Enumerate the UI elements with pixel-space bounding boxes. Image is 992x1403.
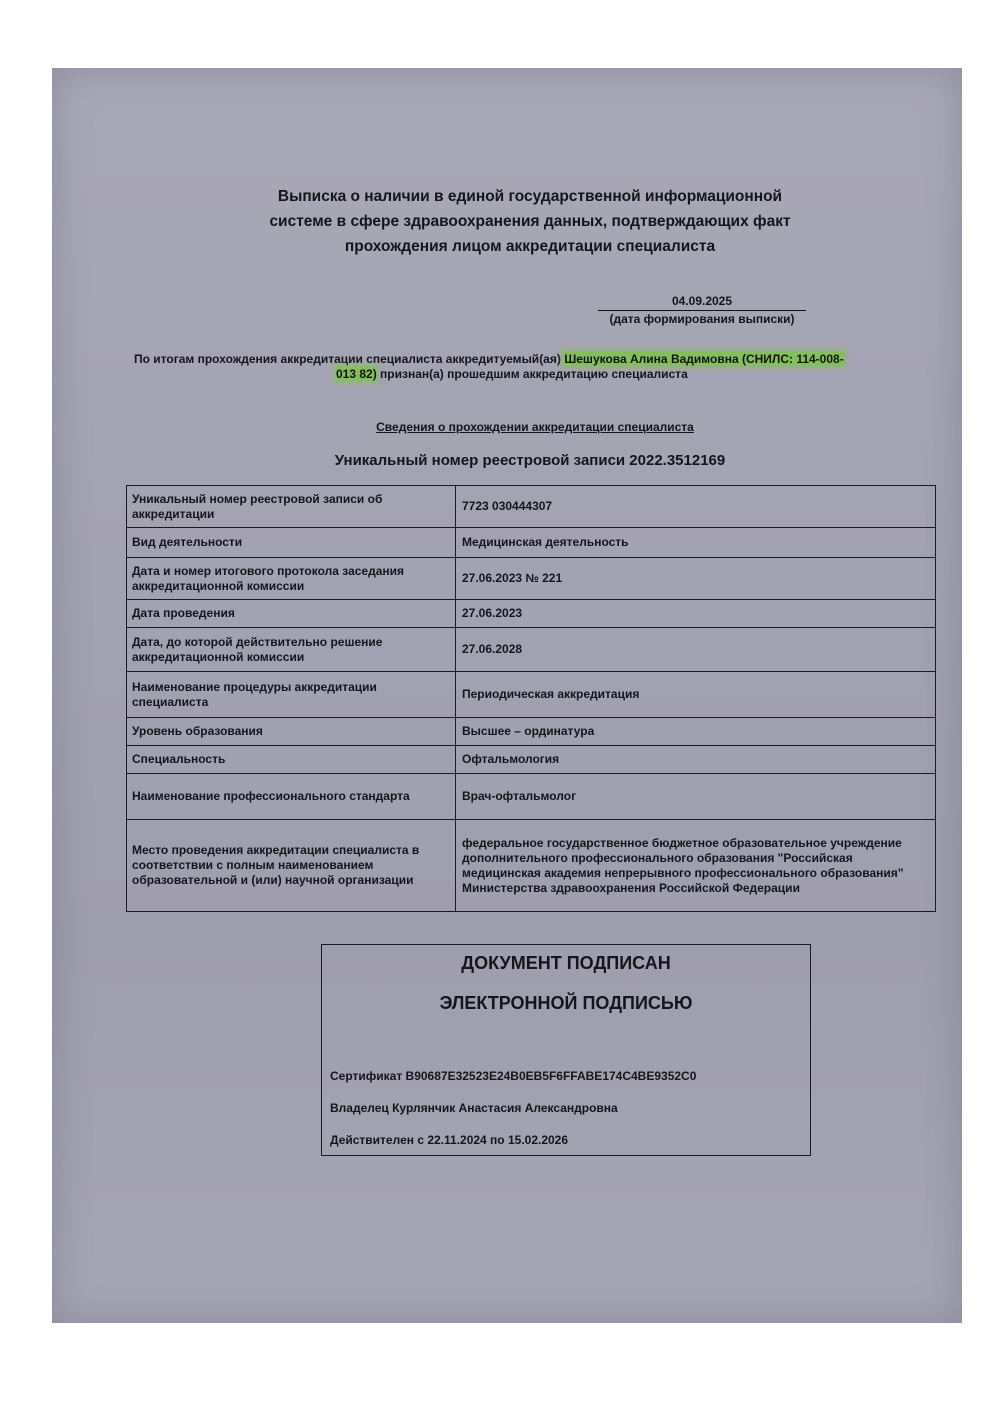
formation-date-caption: (дата формирования выписки) xyxy=(609,312,795,326)
row-value: федеральное государственное бюджетное образовательное учреждение дополнительного профессионального образования "Российская медицинская академия непрерывного профессионального образования" Министерства здравоохранения Российской Федерации xyxy=(456,820,936,912)
table-row xyxy=(127,528,936,558)
highlighted-name: Шешукова Алина Вадимовна (СНИЛС: 114-008- xyxy=(564,352,844,366)
accreditation-table xyxy=(126,485,936,912)
table-row xyxy=(127,746,936,774)
formation-date-block xyxy=(598,294,806,328)
table-row xyxy=(127,672,936,718)
intro-text-before: По итогам прохождения аккредитации специалиста аккредитуемый(ая) xyxy=(134,352,565,366)
table-row xyxy=(127,774,936,820)
row-value: 27.06.2028 xyxy=(456,628,936,672)
table-row xyxy=(127,600,936,628)
row-label: Уникальный номер реестровой записи об аккредитации xyxy=(127,486,456,528)
row-label: Специальность xyxy=(127,746,456,774)
document-title xyxy=(200,184,860,259)
intro-paragraph xyxy=(134,352,934,382)
electronic-signature-stamp xyxy=(321,944,811,1156)
title-line: Выписка о наличии в единой государственной информационной xyxy=(277,188,783,205)
row-value: Высшее – ординатура xyxy=(456,718,936,746)
row-value: Офтальмология xyxy=(456,746,936,774)
row-value: Врач-офтальмолог xyxy=(456,774,936,820)
row-value: Периодическая аккредитация xyxy=(456,672,936,718)
signature-heading: ЭЛЕКТРОННОЙ ПОДПИСЬЮ xyxy=(439,993,693,1013)
signature-validity: Действителен с 22.11.2024 по 15.02.2026 xyxy=(330,1133,569,1147)
highlighted-snils-end: 013 82) xyxy=(336,367,377,381)
table-row xyxy=(127,718,936,746)
formation-date: 04.09.2025 xyxy=(598,294,806,311)
row-label: Дата проведения xyxy=(127,600,456,628)
row-label: Наименование профессионального стандарта xyxy=(127,774,456,820)
row-value: 27.06.2023 № 221 xyxy=(456,558,936,600)
row-value: 7723 030444307 xyxy=(456,486,936,528)
title-line: прохождения лицом аккредитации специалиста xyxy=(344,238,716,255)
table-row xyxy=(127,558,936,600)
row-label: Вид деятельности xyxy=(127,528,456,558)
table-row xyxy=(127,820,936,912)
signature-certificate: Сертификат B90687E32523E24B0EB5F6FFABE174C4BE9352C0 xyxy=(330,1069,697,1083)
row-label: Наименование процедуры аккредитации специалиста xyxy=(127,672,456,718)
registry-number: Уникальный номер реестровой записи 2022.3512169 xyxy=(334,452,726,469)
title-line: системе в сфере здравоохранения данных, подтверждающих факт xyxy=(269,213,791,230)
intro-text-after: признан(а) прошедшим аккредитацию специалиста xyxy=(376,367,688,381)
row-label: Дата, до которой действительно решение аккредитационной комиссии xyxy=(127,628,456,672)
signature-heading: ДОКУМЕНТ ПОДПИСАН xyxy=(461,953,671,973)
signature-owner: Владелец Курлянчик Анастасия Александровна xyxy=(330,1101,618,1115)
table-row xyxy=(127,628,936,672)
intro-line-2 xyxy=(134,367,934,382)
row-label: Уровень образования xyxy=(127,718,456,746)
row-label: Место проведения аккредитации специалиста в соответствии с полным наименованием образовательной и (или) научной организации xyxy=(127,820,456,912)
table-row xyxy=(127,486,936,528)
section-title: Сведения о прохождении аккредитации специалиста xyxy=(376,420,694,434)
row-value: Медицинская деятельность xyxy=(456,528,936,558)
row-value: 27.06.2023 xyxy=(456,600,936,628)
row-label: Дата и номер итогового протокола заседания аккредитационной комиссии xyxy=(127,558,456,600)
